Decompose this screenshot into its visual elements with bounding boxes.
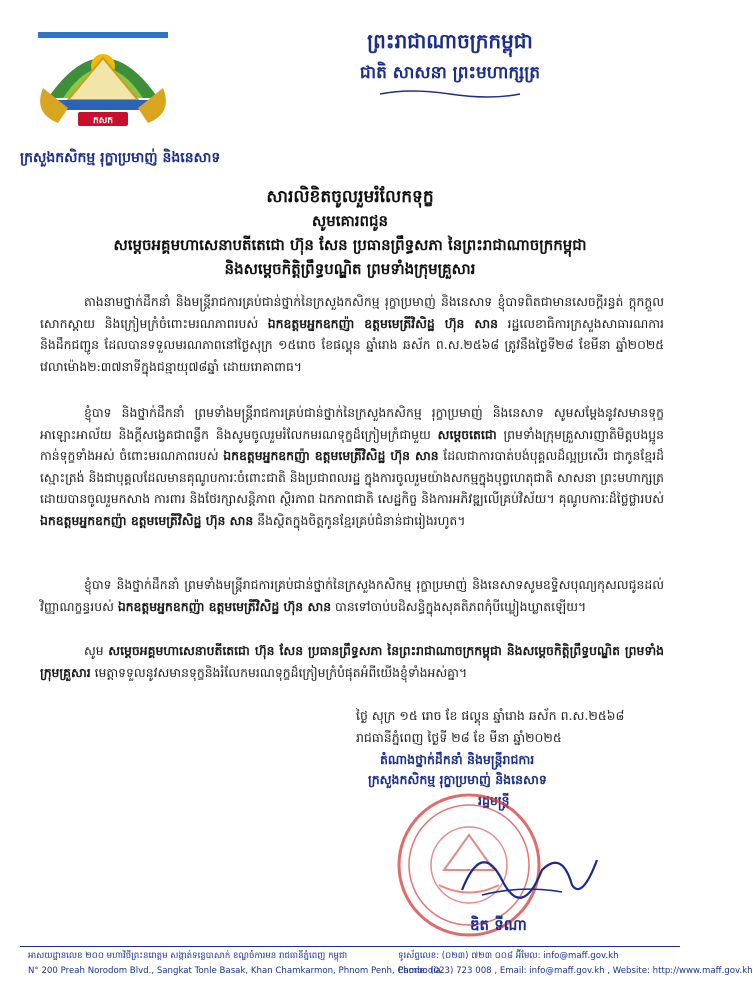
signatory-title-1: តំណាងថ្នាក់ដឹកនាំ និងមន្ត្រីរាជការ <box>380 752 535 767</box>
paragraph-1: តាងនាមថ្នាក់ដឹកនាំ និងមន្ត្រីរាជការគ្រប់ជាន់ថ្នាក់នៃក្រសួងកសិកម្ម រុក្ខាប្រមាញ់ និងនេសាទ ខ្ញុំបាទពិតជាមានសេចក្តីរន្ធត់ ក្តុកក្តួល សោកស្តាយ និងក្រៀមក្រំចំពោះមរណភាពរបស់ ឯកឧត្តមអ្នកឧកញ៉ា ឧត្តមមេត្រីវិសិដ្ឋ ហ៊ុន សាន រដ្ឋលេខាធិការក្រសួងសាធារណការ និងដឹកជញ្ជូន ដែលបានទទួលមរណភាពនៅថ្ងៃសុក្រ ១៥រោច ខែផល្គុន ឆ្នាំរោង ឆស័ក ព.ស.២៥៦៨ ត្រូវនឹងថ្ងៃទី២៨ ខែមីនា ឆ្នាំ២០២៥ វេលាម៉ោង២:៣៧នាទីក្នុងជន្មាយុ៧៨ឆ្នាំ ដោយរោគាពាធ។ <box>40 294 664 374</box>
national-motto: ជាតិ សាសនា ព្រះមហាក្សត្រ <box>359 63 541 83</box>
footer-contact-km[interactable]: ទូរស័ព្ទលេខ: (០២៣) ៧២៣ ០០៨ អ៊ីមែល: info@maff.gov.kh <box>398 951 619 961</box>
letter-title: សារលិខិតចូលរួមរំលែកទុក្ខ <box>266 187 434 207</box>
letter-salutation: សូមគោរពជូន <box>311 212 389 230</box>
addressee-line-1: សម្តេចអគ្គមហាសេនាបតីតេជោ ហ៊ុន សែន ប្រធានព្រឹទ្ធសភា នៃព្រះរាជាណាចក្រកម្ពុជា <box>113 236 587 254</box>
solar-date: រាជធានីភ្នំពេញ ថ្ងៃទី ២៨ ខែ មីនា ឆ្នាំ២០២៥ <box>356 730 562 745</box>
signatory-role: រដ្ឋមន្ត្រី <box>478 793 510 808</box>
footer-contact-en[interactable]: Phone: (023) 723 008 , Email: info@maff.gov.kh , Website: http://www.maff.gov.kh <box>398 966 753 976</box>
motto-ornament <box>370 88 530 100</box>
ministry-name: ក្រសួងកសិកម្ម រុក្ខាប្រមាញ់ និងនេសាទ <box>20 150 221 166</box>
deceased-name: ឯកឧត្តមអ្នកឧកញ៉ា ឧត្តមមេត្រីវិសិដ្ឋ ហ៊ុន សាន <box>223 448 439 463</box>
paragraph-2: ខ្ញុំបាទ និងថ្នាក់ដឹកនាំ ព្រមទាំងមន្ត្រីរាជការគ្រប់ជាន់ថ្នាក់នៃក្រសួងកសិកម្ម រុក្ខាប្រមាញ់ និងនេសាទ សូមសម្តែងនូវសមានទុក្ខ អាឡោះអាល័យ និងក្តីសង្វេគជាពន្លឹក និងសូមចូលរួមរំលែកមរណទុក្ខដ៏ក្រៀមក្រំជាមួយ សម្តេចតេជោ ព្រមទាំងក្រុមគ្រួសារញាតិមិត្តបងប្អូនកាន់ទុក្ខទាំងអស់ ចំពោះមរណភាពរបស់ ឯកឧត្តមអ្នកឧកញ៉ា ឧត្តមមេត្រីវិសិដ្ឋ ហ៊ុន សាន ដែលជាការបាត់បង់បុគ្គលដ៏ល្អប្រសើរ ជាកូនខ្មែរដ៏ស្មោះត្រង់ និងជាបុគ្គលដែលមានគុណូបការៈចំពោះជាតិ និងប្រជាពលរដ្ឋ ក្នុងការចូលរួមយ៉ាងសកម្មក្នុងបុព្វហេតុជាតិ សាសនា ព្រះមហាក្សត្រ ដោយបានចូលរួមកសាង ការពារ និងថែរក្សាសន្តិភាព ស្ថិរភាព ឯកភាពជាតិ សេដ្ឋកិច្ច និងការអភិវឌ្ឍលើគ្រប់វិស័យ។ គុណូបការៈដ៏ថ្លៃថ្លារបស់ ឯកឧត្តមអ្នកឧកញ៉ា ឧត្តមមេត្រីវិសិដ្ឋ ហ៊ុន សាន នឹងស្ថិតក្នុងចិត្តកូនខ្មែរគ្រប់ជំនាន់ជារៀងរហូត។ <box>40 405 664 528</box>
kingdom-heading: ព្រះរាជាណាចក្រកម្ពុជា <box>367 29 533 53</box>
ministry-logo <box>28 28 178 138</box>
signer-name: ឌិត ទីណា <box>470 916 527 934</box>
deceased-name: ឯកឧត្តមអ្នកឧកញ៉ា ឧត្តមមេត្រីវិសិដ្ឋ ហ៊ុន សាន <box>267 315 498 331</box>
deceased-name: ឯកឧត្តមអ្នកឧកញ៉ា ឧត្តមមេត្រីវិសិដ្ឋ ហ៊ុន សាន <box>117 598 332 614</box>
deceased-name: ឯកឧត្តមអ្នកឧកញ៉ា ឧត្តមមេត្រីវិសិដ្ឋ ហ៊ុន សាន <box>40 512 254 528</box>
lunar-date: ថ្ងៃ សុក្រ ១៥ រោច ខែ ផល្គុន ឆ្នាំរោង ឆស័ក ព.ស.២៥៦៨ <box>356 708 625 723</box>
signatory-title-2: ក្រសួងកសិកម្ម រុក្ខាប្រមាញ់ និងនេសាទ <box>368 772 547 787</box>
paragraph-4: សូម សម្តេចអគ្គមហាសេនាបតីតេជោ ហ៊ុន សែន ប្រធានព្រឹទ្ធសភា នៃព្រះរាជាណាចក្រកម្ពុជា និងសម្តេចកិត្តិព្រឹទ្ធបណ្ឌិត ព្រមទាំងក្រុមគ្រួសារ មេត្តាទទួលនូវសមានទុក្ខនិងរំលែកមរណទុក្ខដ៏ក្រៀមក្រំបំផុតអំពីយើងខ្ញុំទាំងអស់គ្នា។ <box>40 643 664 680</box>
logo-sky-stripe <box>38 32 168 38</box>
footer-divider <box>20 946 680 947</box>
logo-banner-text: កសក <box>93 116 113 126</box>
footer-address-km: អាសយដ្ឋានលេខ ២០០ មហាវិថីព្រះនរោត្តម សង្កាត់ទន្លេបាសាក់ ខណ្ឌចំការមន រាជធានីភ្នំពេញ កម្ពុជា <box>28 951 348 961</box>
handwritten-signature <box>452 830 602 910</box>
footer-address-en: N° 200 Preah Norodom Blvd., Sangkat Tonle Basak, Khan Chamkarmon, Phnom Penh, Cambodia <box>28 966 441 976</box>
paragraph-3: ខ្ញុំបាទ និងថ្នាក់ដឹកនាំ ព្រមទាំងមន្ត្រីរាជការគ្រប់ជាន់ថ្នាក់នៃក្រសួងកសិកម្ម រុក្ខាប្រមាញ់ និងនេសាទសូមឧទ្ទិសបុណ្យកុសលជូនដល់វិញ្ញាណក្ខន្ធរបស់ ឯកឧត្តមអ្នកឧកញ៉ា ឧត្តមមេត្រីវិសិដ្ឋ ហ៊ុន សាន បានទៅចាប់បដិសន្ធិក្នុងសុគតិភពកុំបីឃ្លៀងឃ្លាតឡើយ។ <box>40 577 664 614</box>
logo-water <box>58 100 148 110</box>
addressee-line-2: និងសម្តេចកិត្តិព្រឹទ្ធបណ្ឌិត ព្រមទាំងក្រុមគ្រួសារ <box>224 260 476 278</box>
